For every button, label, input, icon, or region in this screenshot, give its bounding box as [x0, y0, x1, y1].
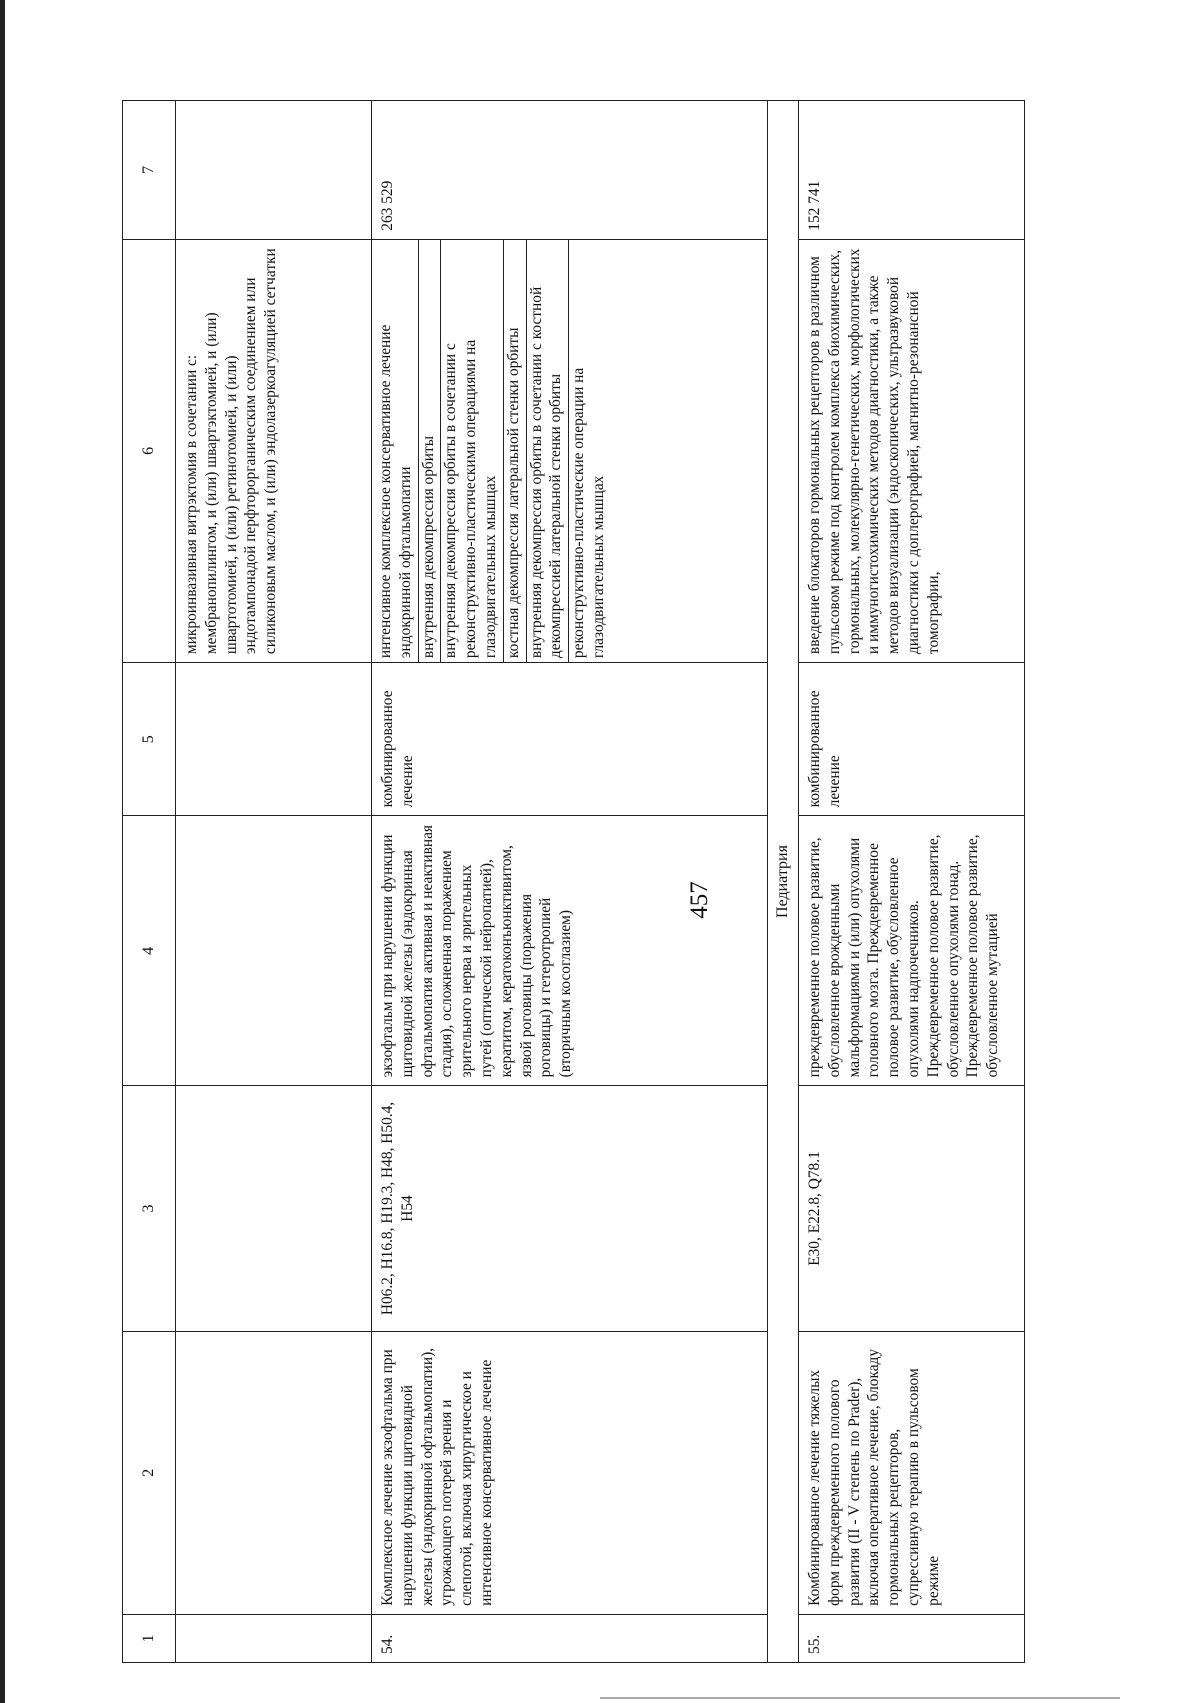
cell-codes	[176, 1086, 372, 1331]
method-item: внутренняя декомпрессия орбиты	[418, 240, 441, 662]
column-header-6: 6	[123, 239, 176, 662]
method-item: костная декомпрессия латеральной стенки орбиты	[503, 240, 526, 662]
care-type-name: Комбинированное лечение тяжелых форм преждевременного полового развития (II - V степень по Prader), включая оперативное лечение, блокаду гормональных рецепторов, супрессивную терапию в пульсовом режиме	[799, 1331, 1025, 1614]
method-item: интенсивное комплексное консервативное лечение эндокринной офтальмопатии	[376, 240, 418, 662]
patient-model: преждевременное половое развитие, обусловленное врожденными мальформациями и (или) опухолями головного мозга. Преждевременное половое развитие, обусловленное опухолями надпочечников. Преждевременное половое развитие, обусловленное опухолями гонад. Преждевременное половое развитие, обусловленное мутацией	[799, 816, 1025, 1086]
patient-model: экзофтальм при нарушении функции щитовидной железы (эндокринная офтальмопатия активная и неактивная стадия), осложненная поражением зрительного нерва и зрительных путей (оптической нейропатией), кератитом, кератоконъюнктивитом, язвой роговицы (поражения роговицы) и гетеротропией (вторичным косоглазием)	[372, 816, 768, 1086]
column-header-3: 3	[123, 1086, 176, 1331]
column-header-1: 1	[123, 1614, 176, 1662]
icd-codes: H06.2, H16.8, H19.3, H48, H50.4, H54	[372, 1086, 768, 1331]
cell-number	[176, 1614, 372, 1662]
treatment-type: комбинированное лечение	[372, 663, 768, 816]
column-header-2: 2	[123, 1331, 176, 1614]
cell-treatment-type	[176, 663, 372, 816]
methods-list	[376, 240, 611, 662]
cost-value: 263 529	[372, 101, 768, 240]
cell-methods: микроинвазивная витрэктомия в сочетании с: мембранопилингом, и (или) швартэктомией, и (или) швартотомией, и (или) ретинотомией, и (или) эндотампонадой перфторорганическим соединением или силиконовым маслом, и (или) эндолазеркоагуляцией сетчатки	[176, 239, 372, 662]
rotated-table-container	[122, 100, 1067, 1663]
cell-cost	[176, 101, 372, 240]
care-type-name: Комплексное лечение экзофтальма при нарушении функции щитовидной железы (эндокринной офтальмопатии), угрожающего потерей зрения и слепотой, включая хирургическое и интенсивное консервативное лечение	[372, 1331, 768, 1614]
method-item: реконструктивно-пластические операции на глазодвигательных мышцах	[570, 367, 607, 659]
medical-care-table	[122, 100, 1025, 1663]
treatment-methods: введение блокаторов гормональных рецепторов в различном пульсовом режиме под контролем комплекса биохимических, гормональных, молекулярно-генетических, морфологических и иммуногистохимических методов диагностики, а также методов визуализации (эндоскопических, ультразвуковой диагностики с доплерографией, магнитно-резонансной томографии,	[799, 239, 1025, 662]
method-item: внутренняя декомпрессия орбиты в сочетании с костной декомпрессией латеральной стенки орбиты	[526, 240, 569, 662]
treatment-type: комбинированное лечение	[799, 663, 1025, 816]
section-row	[768, 101, 799, 1663]
column-header-7: 7	[123, 101, 176, 240]
header-row	[123, 101, 176, 1663]
section-title: Педиатрия	[768, 101, 799, 1663]
method-item: внутренняя декомпрессия орбиты в сочетании с реконструктивно-пластическими операциями на глазодвигательных мышцах	[441, 240, 503, 662]
row-number: 54.	[372, 1614, 768, 1662]
column-header-5: 5	[123, 663, 176, 816]
table-row-55	[799, 101, 1025, 1663]
continuation-row	[176, 101, 372, 1663]
cost-value: 152 741	[799, 101, 1025, 240]
treatment-methods	[372, 239, 768, 662]
icd-codes: E30, E22.8, Q78.1	[799, 1086, 1025, 1331]
cell-name	[176, 1331, 372, 1614]
page-number: 457	[686, 881, 713, 919]
cell-model	[176, 816, 372, 1086]
row-number: 55.	[799, 1614, 1025, 1662]
column-header-4: 4	[123, 816, 176, 1086]
table-row-54	[372, 101, 768, 1663]
